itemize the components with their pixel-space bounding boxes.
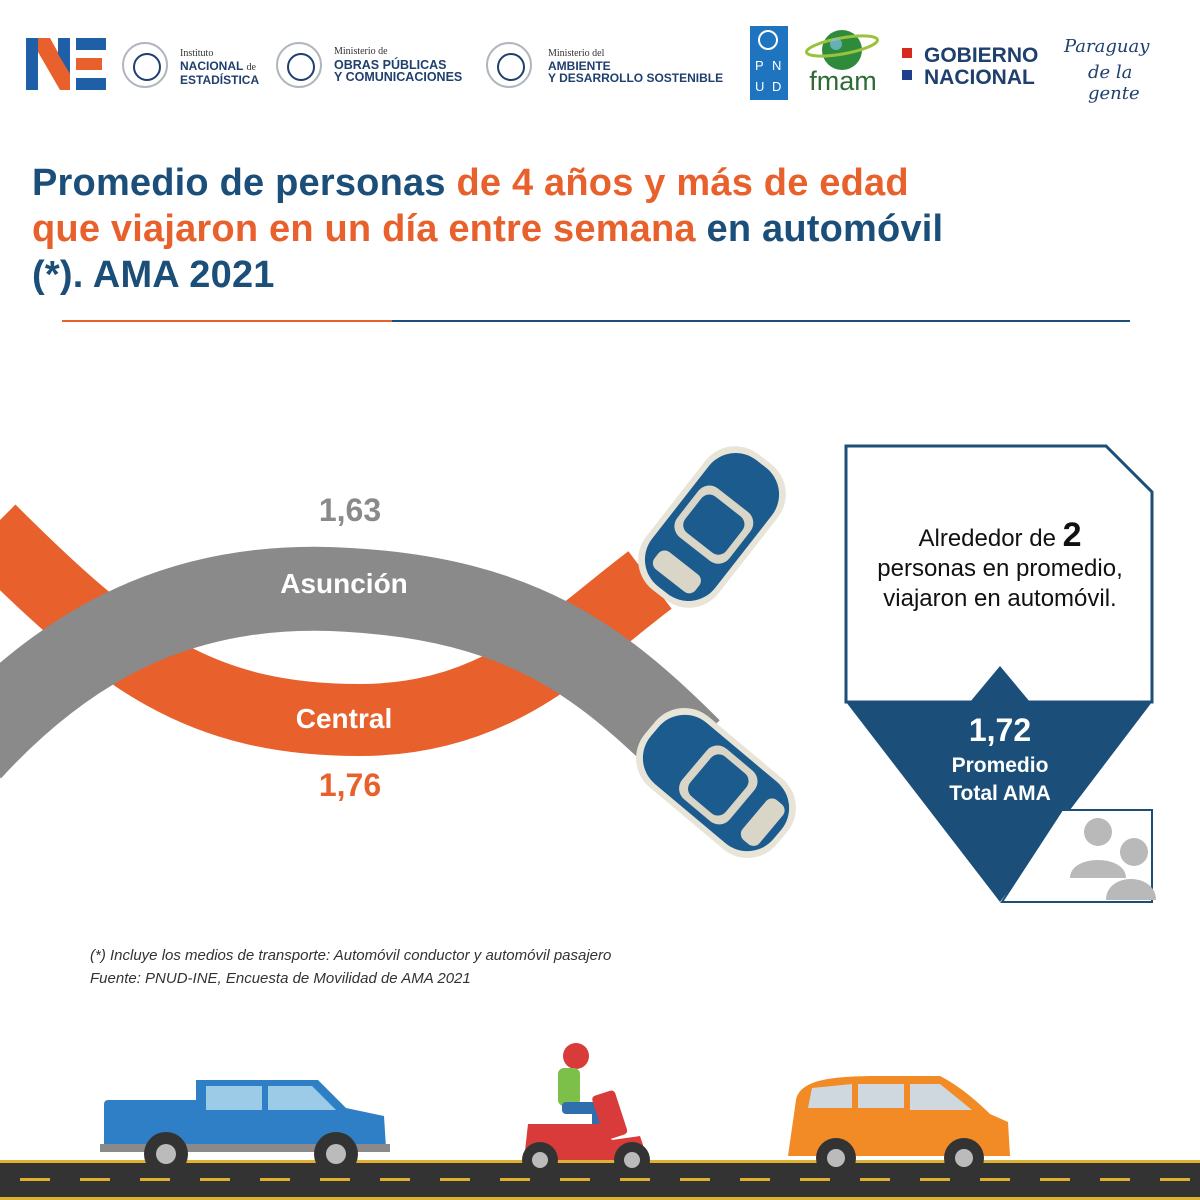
motorcycle-icon xyxy=(522,1043,650,1178)
ine-de: de xyxy=(246,62,256,73)
callout-text xyxy=(860,516,1140,614)
gobierno-line1: GOBIERNO xyxy=(924,44,1039,67)
flag-red-square xyxy=(902,48,912,58)
total-caption-line1: Promedio xyxy=(951,754,1049,777)
fmam-logo xyxy=(800,24,886,98)
title-part5: (*). AMA 2021 xyxy=(32,254,275,296)
callout-box xyxy=(844,444,1156,906)
asuncion-category-label: Asunción xyxy=(280,568,408,599)
mades-line3: Y DESARROLLO SOSTENIBLE xyxy=(548,71,724,85)
callout-number: 2 xyxy=(1062,516,1082,554)
pnud-letter-u: U xyxy=(755,79,765,94)
flag-blue-square xyxy=(902,70,912,80)
ine-seal-icon xyxy=(122,42,168,88)
title-part2: de 4 años y más de edad xyxy=(456,162,909,204)
slogan xyxy=(1064,36,1184,104)
pnud-logo xyxy=(750,26,788,100)
bottom-road-scene xyxy=(0,1036,1200,1200)
footnote xyxy=(90,944,890,990)
total-caption-line2: Total AMA xyxy=(949,782,1051,805)
fmam-text: fmam xyxy=(809,66,877,96)
pnud-letter-d: D xyxy=(772,79,782,94)
ine-line3: ESTADÍSTICA xyxy=(180,73,260,87)
footnote-source: Fuente: PNUD-INE, Encuesta de Movilidad de AMA 2021 xyxy=(90,970,471,987)
central-category-label: Central xyxy=(295,703,393,734)
slogan-line2: de la gente xyxy=(1088,62,1140,104)
asuncion-value-label: 1,63 xyxy=(318,492,382,528)
pnud-letter-n: N xyxy=(772,58,782,73)
gobierno-logo xyxy=(902,44,1062,90)
callout-line3: viajaron en automóvil. xyxy=(883,585,1117,612)
mopc-line2: OBRAS PÚBLICAS xyxy=(334,58,447,72)
mopc-text xyxy=(334,46,484,83)
header-logos xyxy=(0,0,1200,110)
ine-logo xyxy=(26,38,110,90)
ine-line2: NACIONAL xyxy=(180,59,244,73)
total-value-label: 1,72 xyxy=(968,712,1032,748)
ine-logo-mark xyxy=(26,38,110,90)
mades-seal-icon xyxy=(486,42,532,88)
title-part1: Promedio de personas xyxy=(32,162,457,204)
slogan-line1: Paraguay xyxy=(1064,36,1150,57)
callout-line1-prefix: Alrededor de xyxy=(918,525,1063,552)
roads-chart xyxy=(0,400,830,900)
un-emblem-icon xyxy=(758,30,778,50)
callout-line2: personas en promedio, xyxy=(877,555,1123,582)
title-part4: en automóvil xyxy=(695,208,944,250)
chart-title xyxy=(32,160,1182,298)
mopc-seal-icon xyxy=(276,42,322,88)
ine-line1: Instituto xyxy=(180,48,214,59)
ine-text xyxy=(180,48,270,86)
pnud-letter-p: P xyxy=(755,58,764,73)
footnote-note: (*) Incluye los medios de transporte: Automóvil conductor y automóvil pasajero xyxy=(90,947,612,964)
title-part3: que viajaron en un día entre semana xyxy=(32,208,696,250)
mopc-line3: Y COMUNICACIONES xyxy=(334,70,463,84)
title-divider-orange xyxy=(62,320,392,322)
mades-line2: AMBIENTE xyxy=(548,59,611,73)
title-divider-navy xyxy=(392,320,1130,322)
gobierno-line2: NACIONAL xyxy=(924,66,1035,89)
mades-line1: Ministerio del xyxy=(548,48,605,59)
mopc-line1: Ministerio de xyxy=(334,46,388,57)
central-value-label: 1,76 xyxy=(318,767,382,803)
mades-text xyxy=(548,48,748,84)
